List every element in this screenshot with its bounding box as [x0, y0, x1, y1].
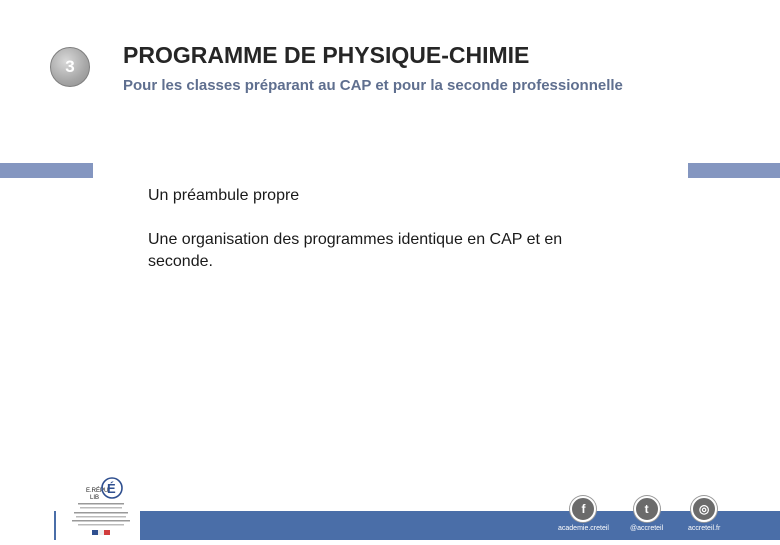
ministere-logo — [66, 470, 138, 540]
slide-title: PROGRAMME DE PHYSIQUE-CHIMIE — [123, 42, 530, 68]
svg-text:LIB: LIB — [90, 495, 100, 501]
bullet-item: Un préambule propre — [148, 187, 300, 204]
slide-number-badge — [50, 47, 90, 87]
twitter-icon: t — [634, 496, 660, 522]
accent-bar-left — [0, 163, 93, 178]
svg-text:E.RÉPU: E.RÉPU — [86, 488, 109, 494]
slide-subtitle: Pour les classes préparant au CAP et pour la seconde professionnelle — [123, 77, 623, 94]
facebook-icon: f — [570, 496, 596, 522]
facebook-label: academie.creteil — [558, 525, 609, 532]
slide-number: 3 — [65, 57, 75, 76]
website-label: accreteil.fr — [688, 525, 721, 532]
twitter-label: @accreteil — [630, 525, 664, 532]
website-link[interactable] — [688, 496, 720, 533]
twitter-link[interactable] — [630, 496, 663, 533]
facebook-link[interactable] — [558, 496, 609, 533]
svg-text:É: É — [107, 481, 116, 496]
ministere-logo-graphic — [66, 470, 138, 540]
accent-bar-right — [688, 163, 780, 178]
footer-bar — [140, 511, 780, 540]
bullet-item: Une organisation des programmes identique en CAP et en seconde. — [148, 231, 563, 270]
dribbble-icon: ◎ — [691, 496, 717, 522]
footer-divider — [54, 511, 56, 540]
